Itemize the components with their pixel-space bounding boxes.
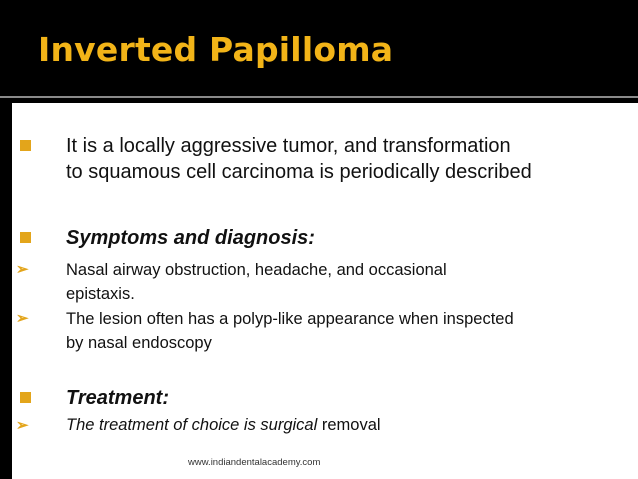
intro-bullet [66,133,532,185]
intro-line-1: It is a locally aggressive tumor, and transformation [66,135,511,157]
symptoms-heading: Symptoms and diagnosis: [66,227,315,249]
arrow-bullet-icon: ➢ [16,310,29,327]
treatment-item [66,413,381,437]
square-bullet-icon [20,232,31,243]
slide-title: Inverted Papilloma [38,30,394,69]
symptom-item-1 [66,258,447,306]
symptom-item-2-line-2: by nasal endoscopy [66,334,212,352]
square-bullet-icon [20,140,31,151]
square-bullet-icon [20,392,31,403]
symptom-item-2-line-1: The lesion often has a polyp-like appearance when inspected [66,310,514,328]
slide-content [12,103,638,479]
treatment-item-plain: removal [317,416,381,434]
treatment-item-italic: The treatment of choice is surgical [66,416,318,434]
footer-url: www.indiandentalacademy.com [188,457,321,468]
symptom-item-1-line-2: epistaxis. [66,285,135,303]
intro-line-2: to squamous cell carcinoma is periodically described [66,161,532,183]
arrow-bullet-icon: ➢ [16,417,29,434]
arrow-bullet-icon: ➢ [16,261,29,278]
symptom-item-1-line-1: Nasal airway obstruction, headache, and occasional [66,261,447,279]
title-bar [0,0,638,98]
symptom-item-2 [66,307,514,355]
treatment-heading: Treatment: [66,387,169,409]
